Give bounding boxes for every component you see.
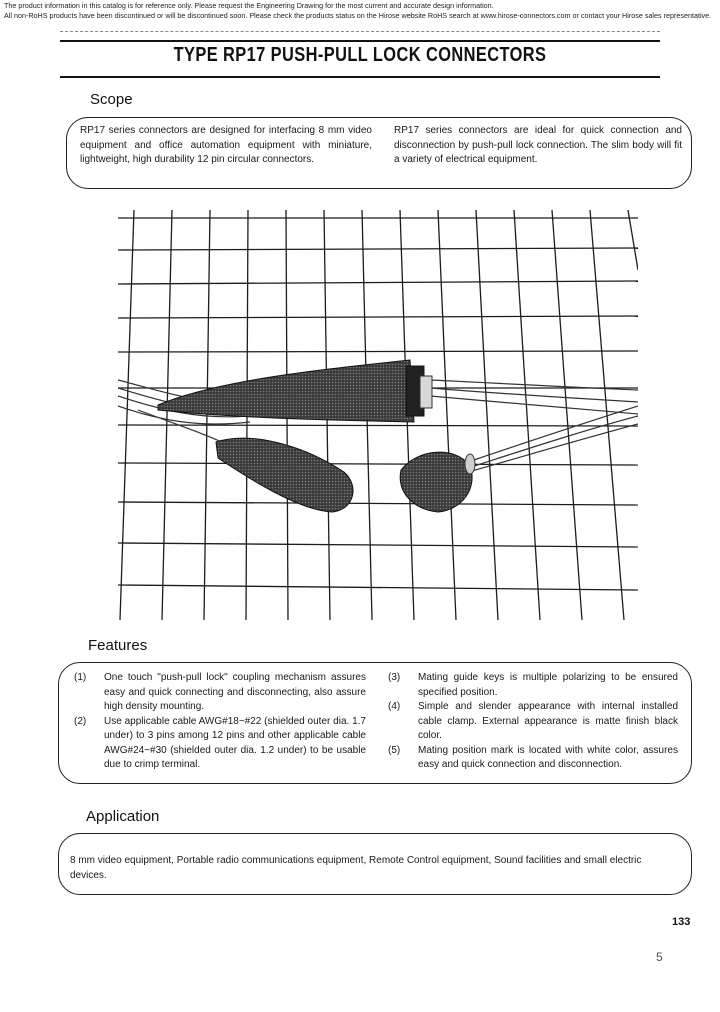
title-rule-top — [60, 40, 660, 42]
connector-cap-ring — [465, 454, 475, 474]
connector-product-photo — [118, 210, 638, 620]
page-title: TYPE RP17 PUSH-PULL LOCK CONNECTORS — [173, 44, 547, 66]
scope-heading: Scope — [90, 91, 133, 108]
application-text: 8 mm video equipment, Portable radio communications equipment, Remote Control equipment, Sound facilities and small electric devices. — [70, 855, 642, 881]
feature-number: (2) — [74, 715, 87, 727]
notice-line-1: The product information in this catalog is for reference only. Please request the Engineering Drawing for the most current and accurate design information. — [4, 1, 494, 10]
notice-divider — [60, 31, 660, 32]
corner-mark: 5 — [656, 950, 663, 964]
title-rule-bottom — [60, 76, 660, 78]
feature-number: (5) — [388, 744, 401, 756]
notice-line-2: All non-RoHS products have been discontinued or will be discontinued soon. Please check the products status on the Hirose website RoHS search at www.hirose-connectors.com or contact your Hirose sales representative. — [4, 11, 712, 20]
feature-item-2 — [74, 715, 366, 773]
reference-notice — [4, 1, 716, 21]
connector-plug-body — [158, 360, 414, 422]
feature-item-1 — [74, 671, 366, 715]
feature-number: (1) — [74, 672, 87, 683]
features-heading: Features — [88, 637, 148, 654]
feature-number: (4) — [388, 701, 401, 712]
features-right-column — [388, 671, 678, 773]
feature-text: Simple and slender appearance with internal installed cable clamp. External appearance is matte finish black color. — [418, 701, 678, 741]
feature-item-3 — [388, 671, 678, 700]
connector-cap-body — [400, 452, 472, 512]
feature-number: (3) — [388, 672, 401, 683]
connector-receptacle-body — [216, 438, 353, 512]
page-number: 133 — [672, 916, 691, 928]
scope-text-left: RP17 series connectors are designed for interfacing 8 mm video equipment and office automation equipment with miniature, lightweight, high durability 12 pin circular connectors. — [80, 125, 372, 165]
feature-text: Mating position mark is located with white color, assures easy and quick connection and disconnection. — [418, 744, 678, 770]
features-left-column — [74, 671, 366, 773]
feature-text: Mating guide keys is multiple polarizing to be ensured specified position. — [418, 672, 678, 698]
connector-plug-ring — [420, 376, 432, 408]
feature-text: One touch "push-pull lock" coupling mechanism assures easy and quick connecting and disconnecting, also assure high density mounting. — [104, 672, 366, 712]
feature-item-4 — [388, 700, 678, 744]
feature-item-5 — [388, 744, 678, 773]
application-heading: Application — [86, 808, 160, 825]
scope-text-right: RP17 series connectors are ideal for quick connection and disconnection by push-pull lock connection. The slim body will fit a variety of electrical equipment. — [394, 125, 682, 165]
feature-text: Use applicable cable AWG#18~#22 (shielded outer dia. 1.7 under) to 3 pins among 12 pins and other applicable cable AWG#24~#30 (shielded outer dia. 1.2 under) to be usable due to crimp terminal. — [104, 715, 366, 770]
